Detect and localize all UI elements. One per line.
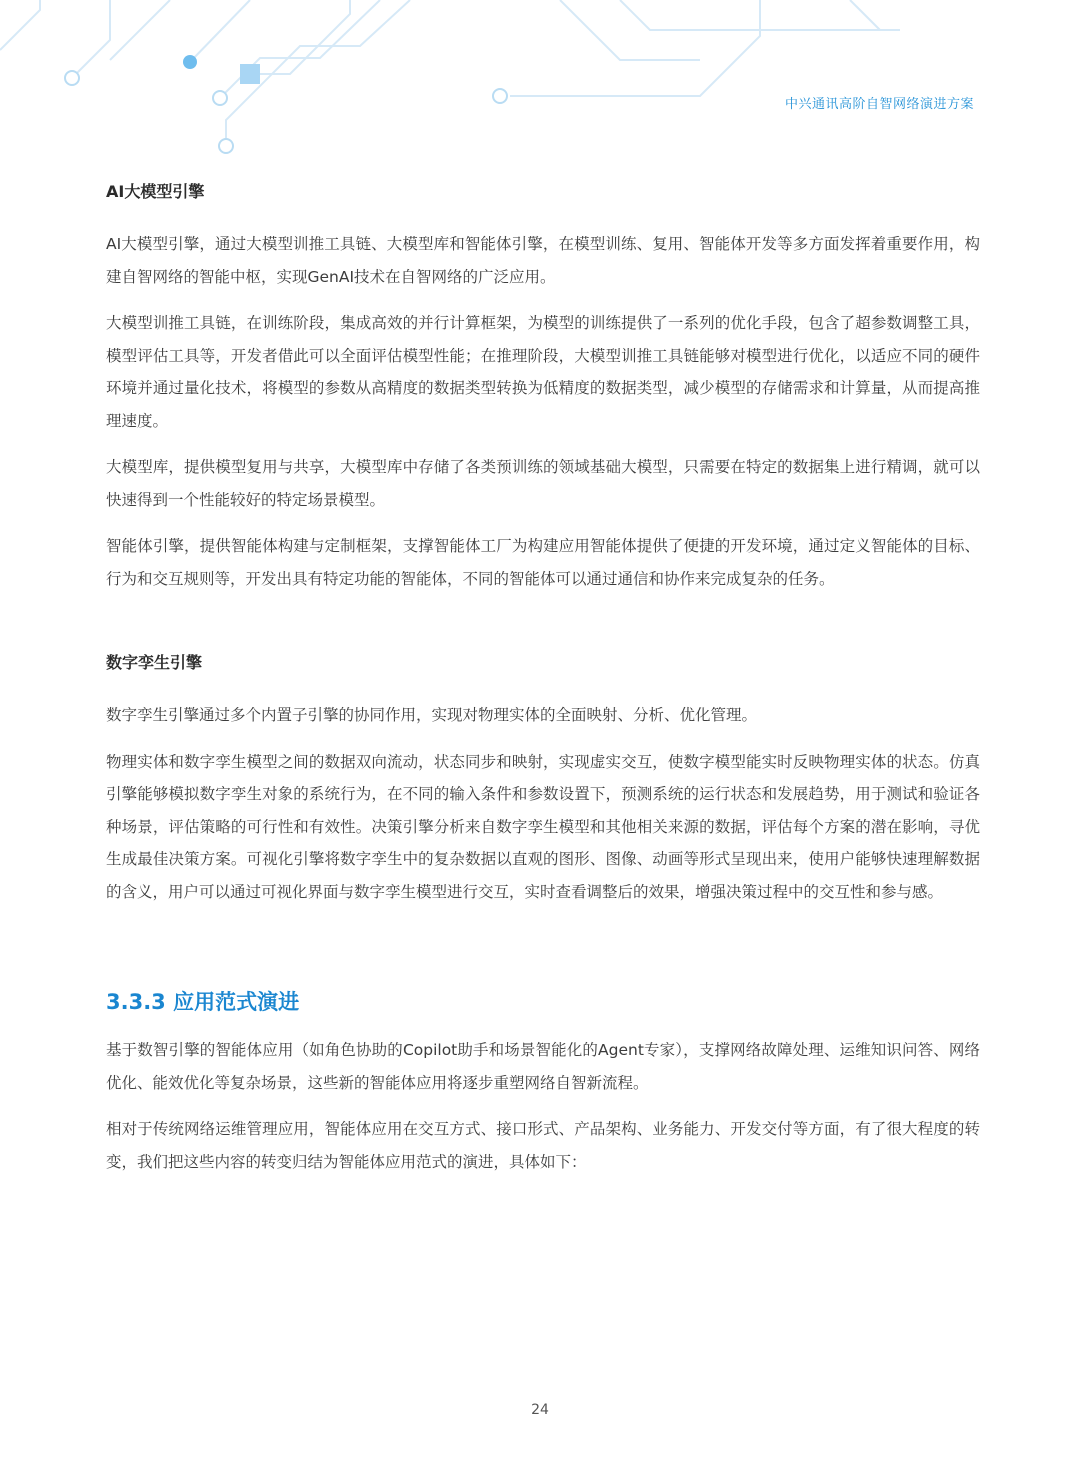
spacer xyxy=(106,922,980,984)
paragraph: 智能体引擎，提供智能体构建与定制框架，支撑智能体工厂为构建应用智能体提供了便捷的开发环境，通过定义智能体的目标、行为和交互规则等，开发出具有特定功能的智能体，不同的智能体可以通过通信和协作来完成复杂的任务。 xyxy=(106,537,980,588)
paragraph: 大模型库，提供模型复用与共享，大模型库中存储了各类预训练的领域基础大模型，只需要在特定的数据集上进行精调，就可以快速得到一个性能较好的特定场景模型。 xyxy=(106,458,980,509)
section-application-paradigm xyxy=(106,984,980,1178)
paragraph: 数字孪生引擎通过多个内置子引擎的协同作用，实现对物理实体的全面映射、分析、优化管理。 xyxy=(106,706,758,724)
paragraph: 基于数智引擎的智能体应用（如角色协助的Copilot助手和场景智能化的Agent专家），支撑网络故障处理、运维知识问答、网络优化、能效优化等复杂场景，这些新的智能体应用将逐步重塑网络自智新流程。 xyxy=(106,1041,980,1092)
paragraph: AI大模型引擎，通过大模型训推工具链、大模型库和智能体引擎，在模型训练、复用、智能体开发等多方面发挥着重要作用，构建自智网络的智能中枢，实现GenAI技术在自智网络的广泛应用。 xyxy=(106,235,980,286)
page-number: 24 xyxy=(531,1402,549,1418)
spacer xyxy=(106,609,980,647)
paragraph: 大模型训推工具链，在训练阶段，集成高效的并行计算框架，为模型的训练提供了一系列的优化手段，包含了超参数调整工具，模型评估工具等，开发者借此可以全面评估模型性能；在推理阶段，大模型训推工具链能够对模型进行优化，以适应不同的硬件环境并通过量化技术，将模型的参数从高精度的数据类型转换为低精度的数据类型，减少模型的存储需求和计算量，从而提高推理速度。 xyxy=(106,314,980,430)
circuit-lines-graphic xyxy=(0,0,1080,170)
paragraph: 相对于传统网络运维管理应用，智能体应用在交互方式、接口形式、产品架构、业务能力、开发交付等方面，有了很大程度的转变，我们把这些内容的转变归结为智能体应用范式的演进，具体如下： xyxy=(106,1120,980,1171)
running-header: 中兴通讯高阶自智网络演进方案 xyxy=(784,97,974,112)
section-heading: AI大模型引擎 xyxy=(106,182,205,201)
section-ai-model-engine xyxy=(106,176,980,595)
paragraph: 物理实体和数字孪生模型之间的数据双向流动，状态同步和映射，实现虚实交互，使数字模型能实时反映物理实体的状态。仿真引擎能够模拟数字孪生对象的系统行为，在不同的输入条件和参数设置下，预测系统的运行状态和发展趋势，用于测试和验证各种场景，评估策略的可行性和有效性。决策引擎分析来自数字孪生模型和其他相关来源的数据，评估每个方案的潜在影响，寻优生成最佳决策方案。可视化引擎将数字孪生中的复杂数据以直观的图形、图像、动画等形式呈现出来，使用户能够快速理解数据的含义，用户可以通过可视化界面与数字孪生模型进行交互，实时查看调整后的效果，增强决策过程中的交互性和参与感。 xyxy=(106,752,980,901)
section-heading: 数字孪生引擎 xyxy=(106,653,203,672)
section-digital-twin-engine xyxy=(106,647,980,908)
page-content xyxy=(106,176,980,1192)
chapter-heading: 3.3.3 应用范式演进 xyxy=(106,990,300,1014)
